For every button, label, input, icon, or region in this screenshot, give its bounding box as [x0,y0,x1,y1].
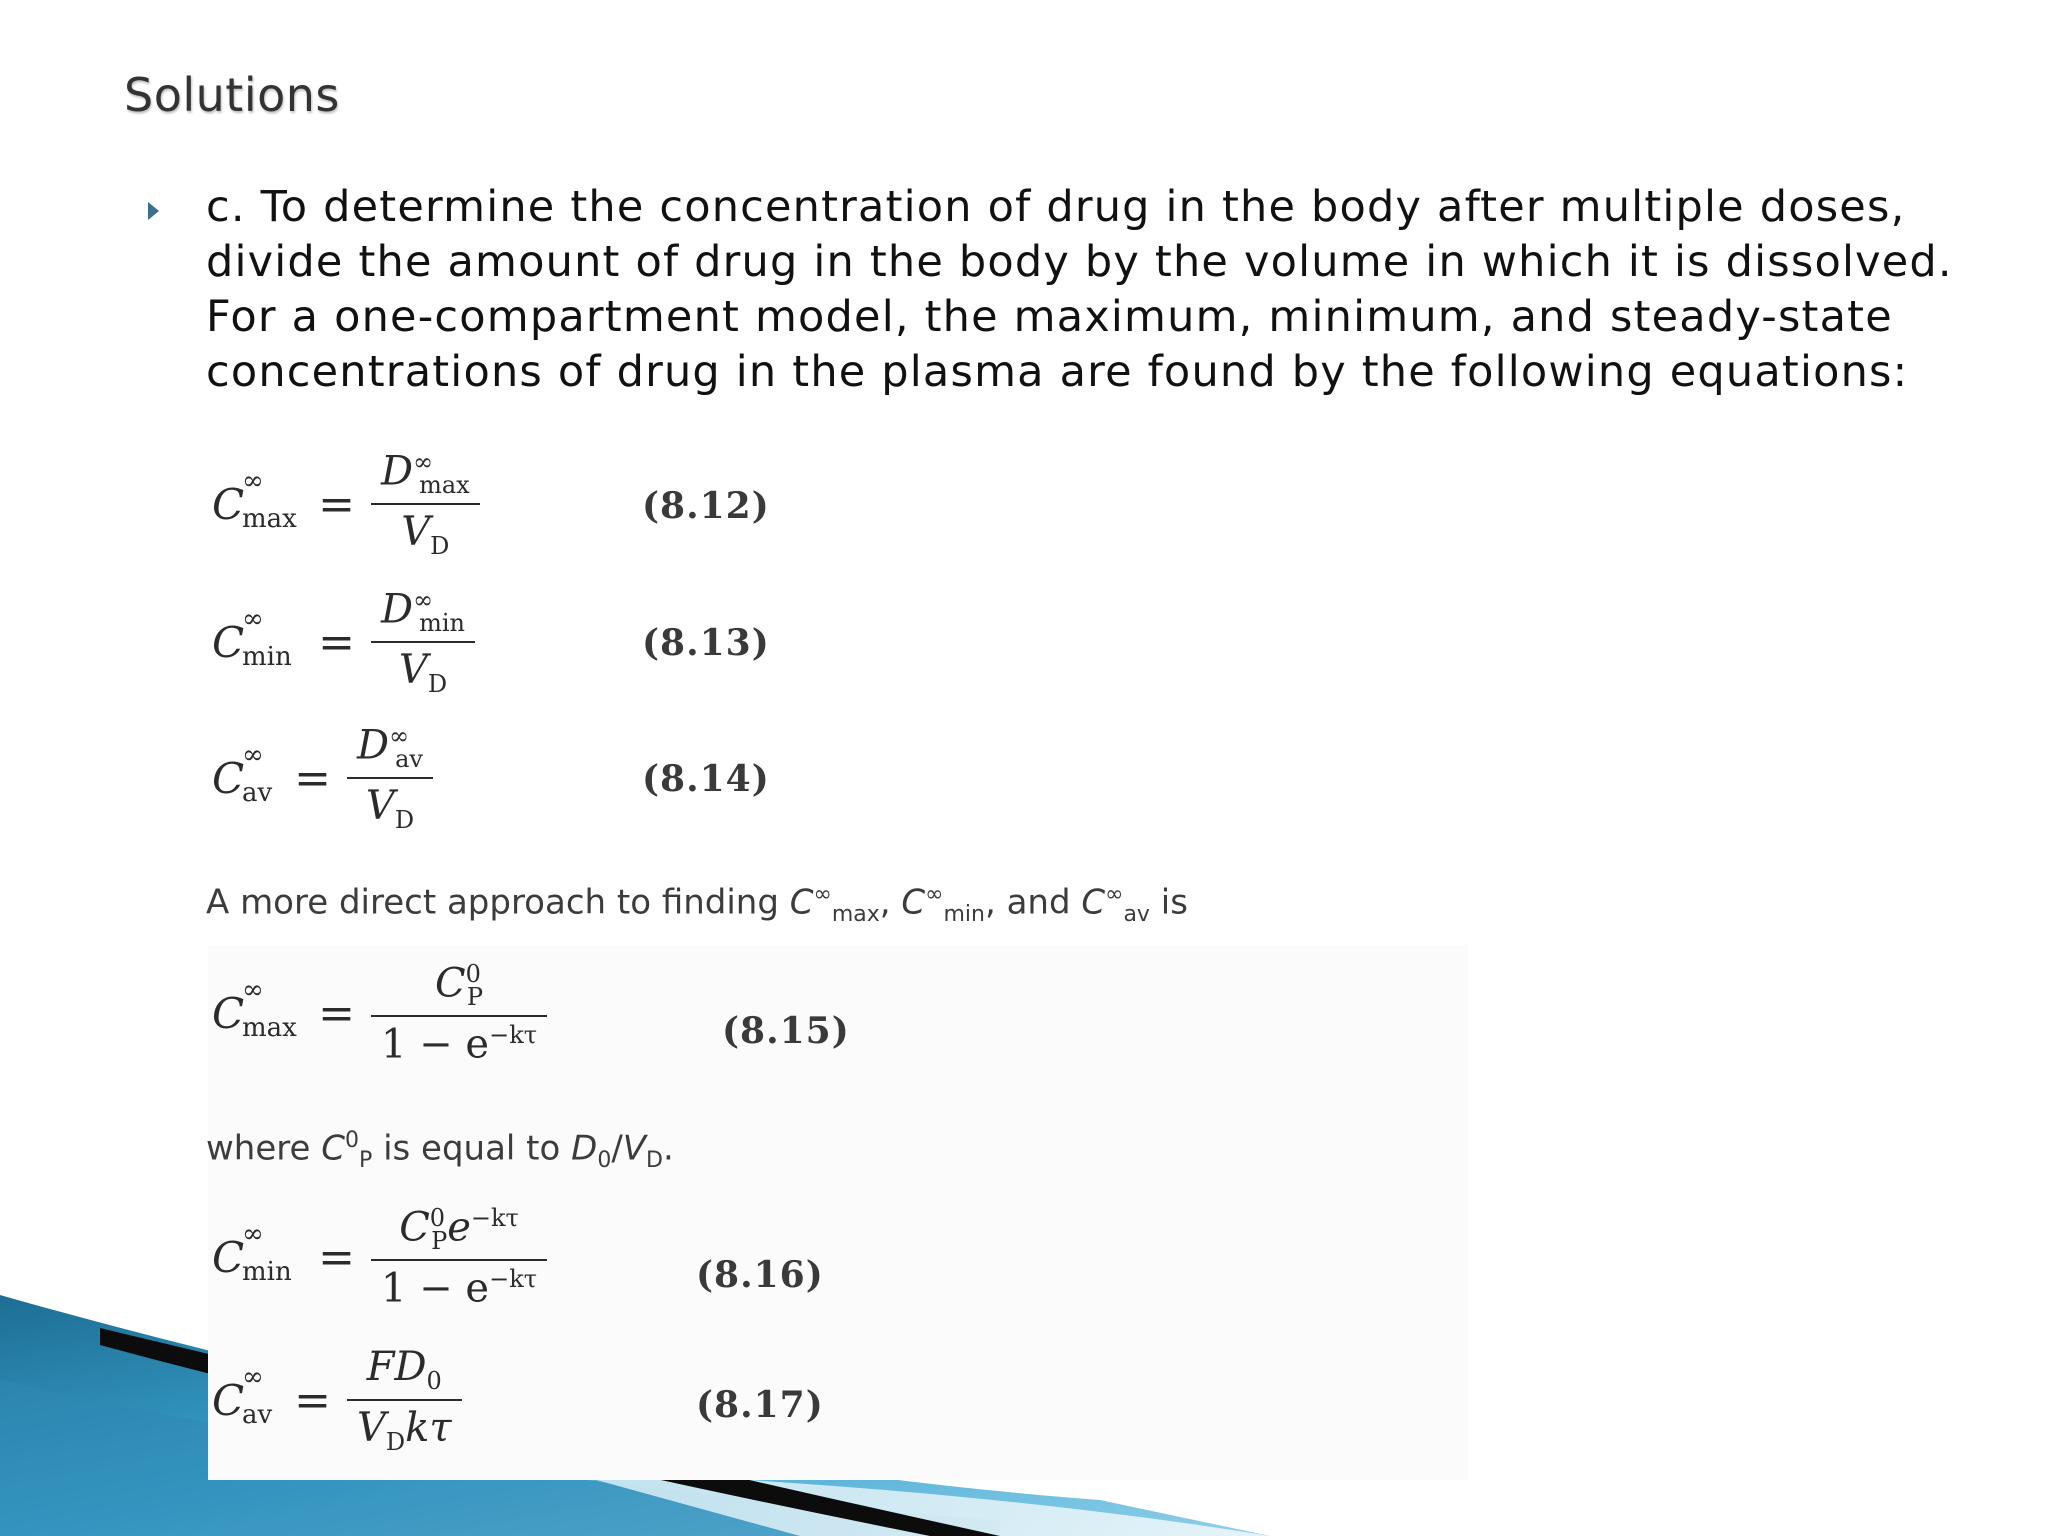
equation-number: (8.17) [696,1384,824,1426]
bullet-arrow-icon [148,202,159,220]
eq-fraction: $\frac{D^\infty_{max}}{V_D}$ [371,448,480,560]
eq-lhs: C ∞ av [212,739,273,808]
bullet-item [148,180,2008,400]
eq-lhs: C ∞ av [212,1361,273,1430]
eq-lhs: C ∞ min [212,603,292,672]
equation-number: (8.13) [642,622,770,664]
equation-number: (8.16) [696,1254,824,1296]
eq-fraction: $\frac{C^0_P}{1 - e^{-k\tau}}$ [371,960,547,1068]
where-text: where $C^0_P$ is equal to $D_0/V_D$. [206,1128,674,1174]
equation-8-17: C ∞ av = $\frac{FD_0}{V_Dk\tau}$ [212,1344,462,1456]
equation-8-14: C ∞ av = $\frac{D^\infty_{av}}{V_D}$ [212,722,433,834]
eq-lhs: C ∞ min [212,1219,292,1288]
equation-8-13: C ∞ min = $\frac{D^\infty_{min}}{V_D}$ [212,586,475,698]
equation-number: (8.14) [642,758,770,800]
equation-number: (8.15) [722,1010,850,1052]
equation-8-15: C ∞ max = $\frac{C^0_P}{1 - e^{-k\tau}}$ [212,960,547,1068]
eq-fraction: $\frac{C^0_Pe^{-k\tau}}{1 - e^{-k\tau}}$ [371,1204,547,1312]
eq-fraction: $\frac{D^\infty_{av}}{V_D}$ [347,722,433,834]
eq-lhs: C ∞ max [212,975,297,1044]
eq-fraction: $\frac{FD_0}{V_Dk\tau}$ [347,1344,462,1456]
slide-title: Solutions [124,68,340,122]
eq-lhs: C ∞ max [212,465,297,534]
direct-approach-text: A more direct approach to finding $C^\infty_{max}$, $C^\infty_{min}$, and $C^\infty_{av}$ is [206,882,1188,928]
equation-8-16: C ∞ min = $\frac{C^0_Pe^{-k\tau}}{1 - e^{-k\tau}}$ [212,1204,547,1312]
bullet-text: c. To determine the concentration of drug in the body after multiple doses, divide the amount of drug in the body by the volume in which it is dissolved. For a one-compartment model, the maximum, minimum, and steady-state concentrations of drug in the plasma are found by the following equations: [206,182,1953,397]
eq-fraction: $\frac{D^\infty_{min}}{V_D}$ [371,586,475,698]
equation-8-12: C ∞ max = $\frac{D^\infty_{max}}{V_D}$ [212,448,480,560]
equation-number: (8.12) [642,485,770,527]
